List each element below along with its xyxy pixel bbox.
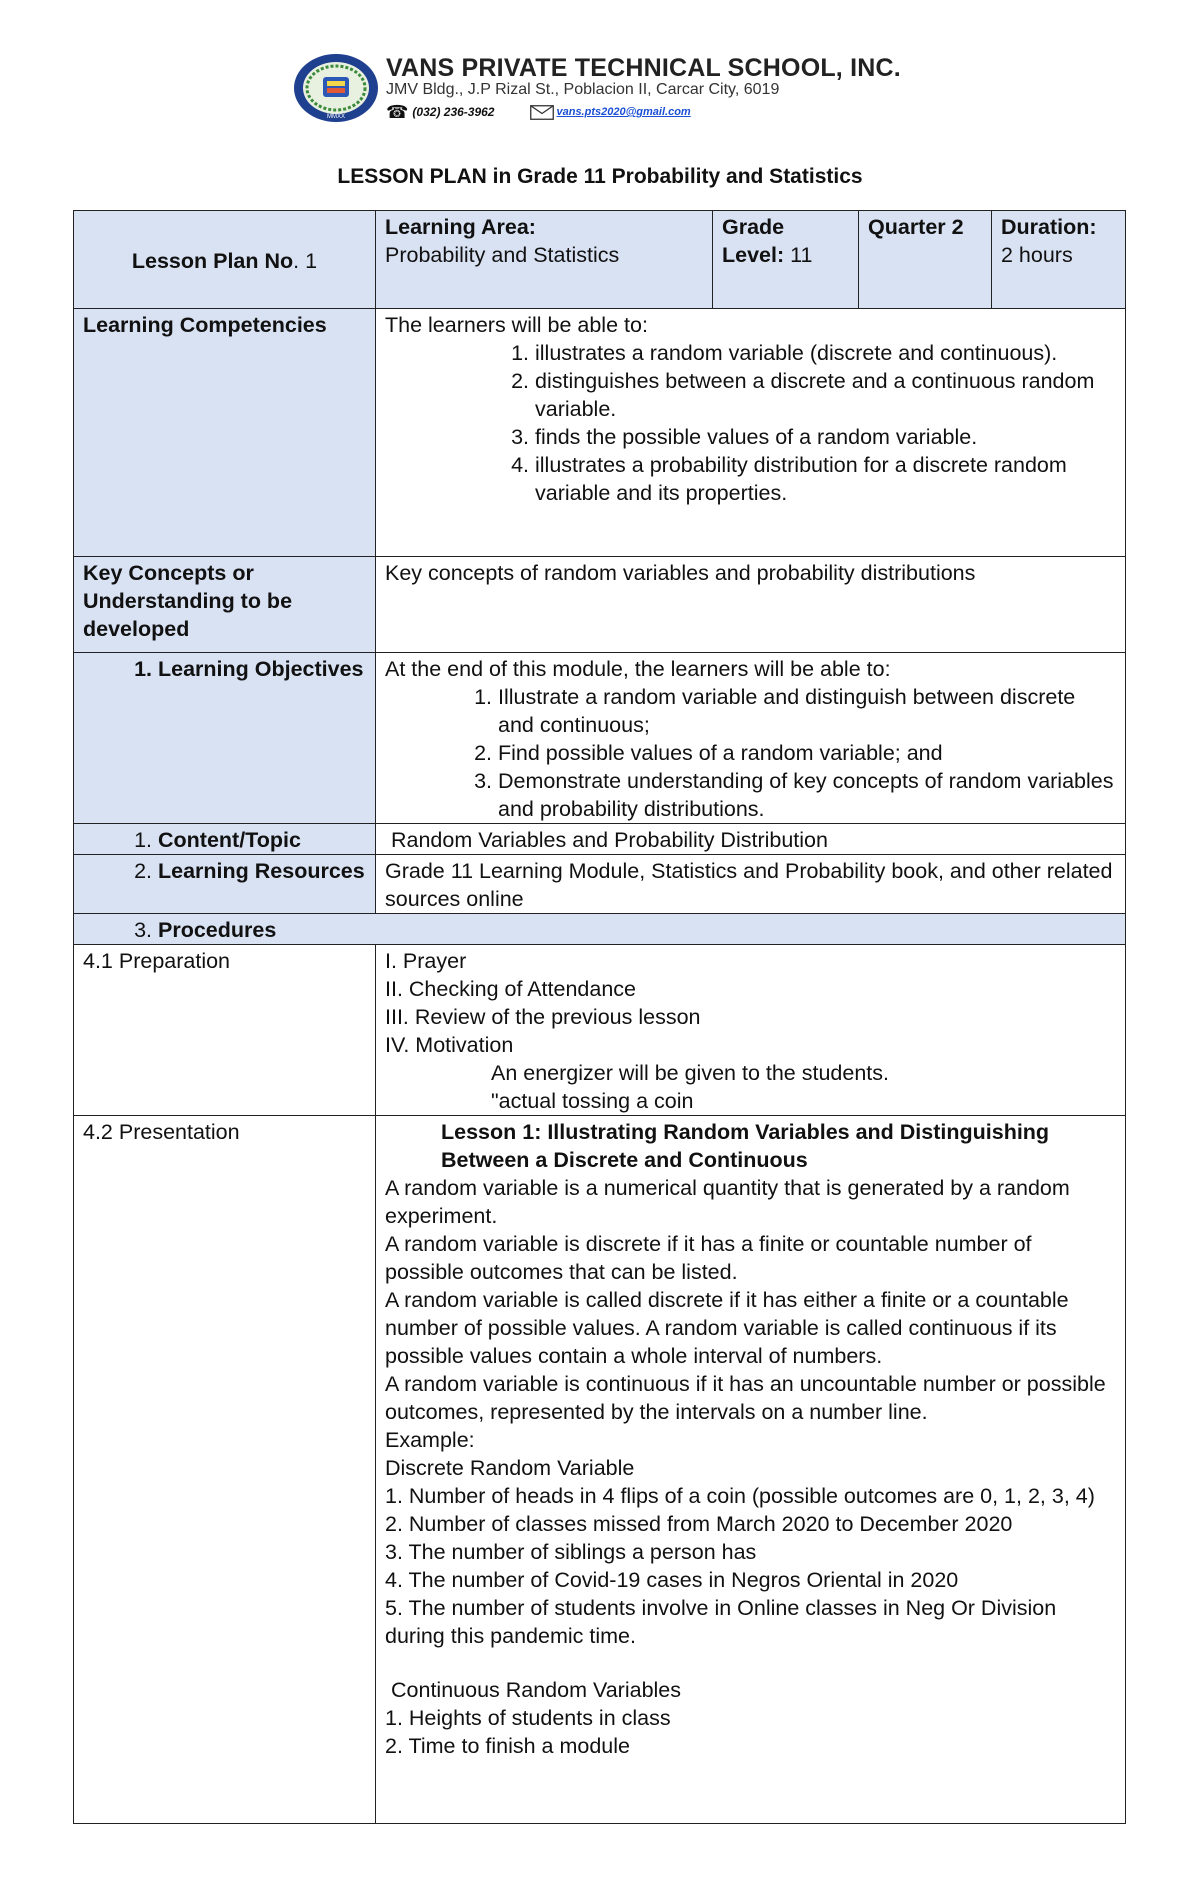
lesson-plan-number: 1 bbox=[305, 248, 318, 273]
presentation-content bbox=[376, 1116, 1126, 1824]
page-title: LESSON PLAN in Grade 11 Probability and Statistics bbox=[337, 165, 863, 188]
envelope-icon bbox=[530, 105, 554, 120]
contact-row bbox=[386, 101, 691, 123]
content-label-cell bbox=[74, 824, 376, 855]
header-row bbox=[74, 211, 1126, 309]
list-item: 3. The number of siblings a person has bbox=[385, 1540, 757, 1564]
paragraph: A random variable is continuous if it has an uncountable number or possible outcomes, represented by the intervals on a number line. bbox=[385, 1372, 1106, 1424]
grade-label: Grade bbox=[722, 215, 785, 239]
school-name: VANS PRIVATE TECHNICAL SCHOOL, INC. bbox=[386, 54, 901, 82]
resources-value: Grade 11 Learning Module, Statistics and Probability book, and other related sources online bbox=[376, 855, 1126, 914]
list-item: II. Checking of Attendance bbox=[385, 977, 636, 1001]
quarter-cell bbox=[859, 211, 992, 309]
key-concepts-value: Key concepts of random variables and probability distributions bbox=[376, 557, 1126, 653]
procedures-cell bbox=[74, 914, 1126, 945]
learning-area-label: Learning Area: bbox=[385, 215, 536, 239]
objectives-row bbox=[74, 653, 1126, 824]
quarter-label: Quarter 2 bbox=[868, 215, 964, 239]
competencies-row bbox=[74, 309, 1126, 557]
lesson-title: Lesson 1: Illustrating Random Variables and Distinguishing Between a Discrete and Continuous bbox=[441, 1120, 1050, 1172]
objectives-label: 1. Learning Objectives bbox=[158, 655, 366, 683]
lesson-plan-table bbox=[73, 210, 1126, 1824]
duration-cell bbox=[992, 211, 1126, 309]
objectives-intro: At the end of this module, the learners will be able to: bbox=[385, 657, 891, 681]
school-logo bbox=[292, 52, 380, 124]
paragraph: Example: bbox=[385, 1428, 475, 1452]
list-item: 2. Number of classes missed from March 2020 to December 2020 bbox=[385, 1512, 1013, 1536]
paragraph: A random variable is a numerical quantity that is generated by a random experiment. bbox=[385, 1176, 1070, 1228]
list-item: 3. Demonstrate understanding of key concepts of random variables and probability distributions. bbox=[498, 767, 1116, 823]
lesson-plan-number-cell bbox=[74, 211, 376, 309]
preparation-row bbox=[74, 945, 1126, 1116]
list-item: 3. finds the possible values of a random variable. bbox=[535, 423, 1116, 451]
presentation-row bbox=[74, 1116, 1126, 1824]
resources-row bbox=[74, 855, 1126, 914]
school-header bbox=[292, 48, 932, 128]
grade-level-label: Level: bbox=[722, 243, 785, 267]
list-item: 2. distinguishes between a discrete and a continuous random variable. bbox=[535, 367, 1116, 423]
procedures-label: Procedures bbox=[158, 918, 277, 942]
list-item: 1. illustrates a random variable (discrete and continuous). bbox=[535, 339, 1116, 367]
logo-year: MMXX bbox=[327, 114, 345, 120]
preparation-label: 4.1 Preparation bbox=[74, 945, 376, 1116]
school-phone: (032) 236-3962 bbox=[412, 105, 495, 119]
presentation-label: 4.2 Presentation bbox=[74, 1116, 376, 1824]
duration-label: Duration: bbox=[1001, 215, 1097, 239]
discrete-heading: Discrete Random Variable bbox=[385, 1456, 635, 1480]
key-concepts-row bbox=[74, 557, 1126, 653]
continuous-heading: Continuous Random Variables bbox=[391, 1678, 682, 1702]
list-item: 4. illustrates a probability distribution for a discrete random variable and its properties. bbox=[535, 451, 1116, 507]
list-item: I. Prayer bbox=[385, 949, 467, 973]
lesson-plan-label: Lesson Plan No bbox=[131, 248, 294, 273]
resources-label: Learning Resources bbox=[158, 859, 365, 883]
content-value: Random Variables and Probability Distribution bbox=[376, 824, 1126, 855]
content-label: Content/Topic bbox=[158, 828, 301, 852]
list-item: 5. The number of students involve in Online classes in Neg Or Division during this pandemic time. bbox=[385, 1596, 1057, 1648]
objectives-content bbox=[376, 653, 1126, 824]
school-address: JMV Bldg., J.P Rizal St., Poblacion II, Carcar City, 6019 bbox=[386, 81, 780, 98]
preparation-content bbox=[376, 945, 1126, 1116]
spacer bbox=[385, 1650, 1116, 1676]
paragraph: A random variable is discrete if it has a finite or countable number of possible outcomes that can be listed. bbox=[385, 1232, 1032, 1284]
paragraph: A random variable is called discrete if it has either a finite or a countable number of possible values. A random variable is called continuous if its possible values contain a whole interval of numbers. bbox=[385, 1288, 1069, 1368]
competencies-list bbox=[385, 339, 1116, 507]
grade-level-value: 11 bbox=[790, 243, 813, 267]
list-item: IV. Motivation bbox=[385, 1033, 514, 1057]
phone-icon: ☎ bbox=[386, 101, 409, 122]
objectives-list bbox=[385, 683, 1116, 823]
school-email-link[interactable]: vans.pts2020@gmail.com bbox=[556, 106, 691, 118]
key-concepts-label: Key Concepts or Understanding to be developed bbox=[74, 557, 376, 653]
competencies-intro: The learners will be able to: bbox=[385, 313, 648, 337]
motivation-detail: "actual tossing a coin bbox=[491, 1089, 694, 1113]
competencies-label: Learning Competencies bbox=[74, 309, 376, 557]
list-item: 1. Heights of students in class bbox=[385, 1706, 671, 1730]
procedures-row bbox=[74, 914, 1126, 945]
list-item: 2. Time to finish a module bbox=[385, 1734, 630, 1758]
resources-label-cell bbox=[74, 855, 376, 914]
competencies-content bbox=[376, 309, 1126, 557]
list-item: III. Review of the previous lesson bbox=[385, 1005, 701, 1029]
lesson-plan-separator: . bbox=[293, 248, 300, 273]
motivation-detail: An energizer will be given to the students. bbox=[491, 1061, 889, 1085]
content-row bbox=[74, 824, 1126, 855]
learning-area-cell bbox=[376, 211, 713, 309]
grade-level-cell bbox=[713, 211, 859, 309]
objectives-label-cell bbox=[74, 653, 376, 824]
list-item: 2. Find possible values of a random variable; and bbox=[498, 739, 1116, 767]
learning-area-value: Probability and Statistics bbox=[385, 243, 620, 267]
list-item: 1. Illustrate a random variable and distinguish between discrete and continuous; bbox=[498, 683, 1116, 739]
list-item: 4. The number of Covid-19 cases in Negros Oriental in 2020 bbox=[385, 1568, 959, 1592]
duration-value: 2 hours bbox=[1001, 243, 1073, 267]
list-item: 1. Number of heads in 4 flips of a coin (possible outcomes are 0, 1, 2, 3, 4) bbox=[385, 1484, 1095, 1508]
